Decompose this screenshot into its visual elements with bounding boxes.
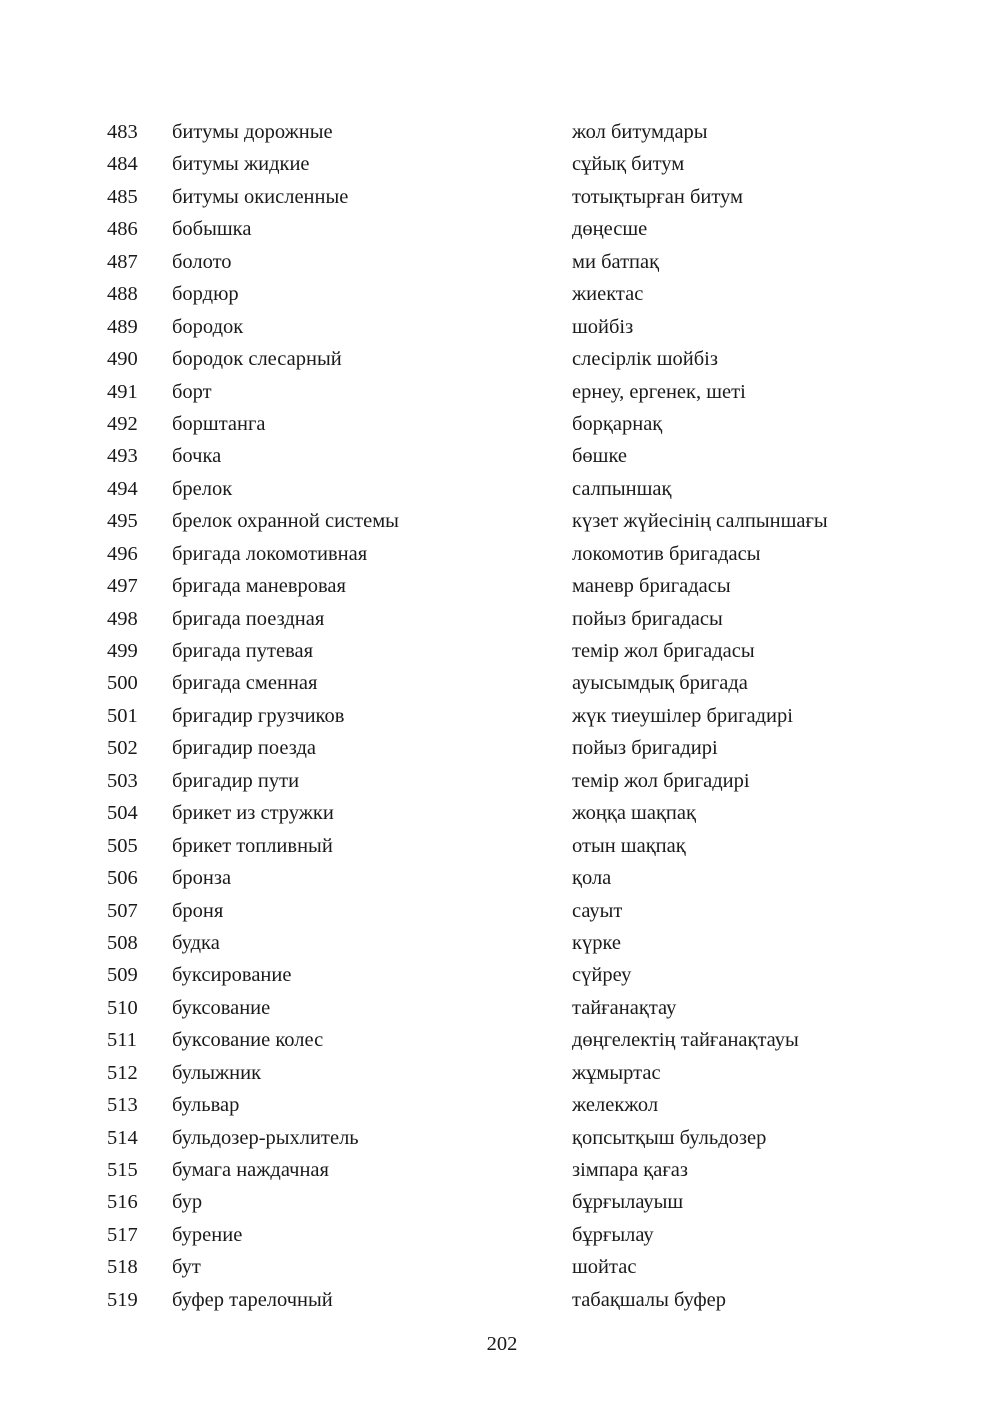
glossary-row xyxy=(0,732,1004,764)
glossary-row xyxy=(0,635,1004,667)
kazakh-term: ми батпақ xyxy=(572,250,660,273)
russian-term: буксирование xyxy=(172,964,292,987)
entry-number: 505 xyxy=(107,834,138,857)
glossary-row xyxy=(0,830,1004,862)
kazakh-term: дөңгелектің тайғанақтауы xyxy=(572,1029,799,1052)
glossary-row xyxy=(0,116,1004,148)
entry-number: 512 xyxy=(107,1061,138,1084)
russian-term: бородок слесарный xyxy=(172,348,342,371)
entry-number: 506 xyxy=(107,867,138,890)
glossary-row xyxy=(0,862,1004,894)
entry-number: 507 xyxy=(107,899,138,922)
entry-number: 501 xyxy=(107,704,138,727)
kazakh-term: темір жол бригадирі xyxy=(572,769,750,792)
kazakh-term: жұмыртас xyxy=(572,1061,661,1084)
kazakh-term: желекжол xyxy=(572,1094,659,1117)
glossary-row xyxy=(0,440,1004,472)
russian-term: брикет из стружки xyxy=(172,802,334,825)
glossary-row xyxy=(0,213,1004,245)
kazakh-term: жүк тиеушілер бригадирі xyxy=(572,704,793,727)
glossary-row xyxy=(0,797,1004,829)
glossary-row xyxy=(0,700,1004,732)
kazakh-term: күзет жүйесінің салпыншағы xyxy=(572,510,828,533)
kazakh-term: шойбіз xyxy=(572,315,634,338)
glossary-row xyxy=(0,570,1004,602)
russian-term: бригада сменная xyxy=(172,672,318,695)
entry-number: 502 xyxy=(107,737,138,760)
entry-number: 487 xyxy=(107,250,138,273)
russian-term: брелок охранной системы xyxy=(172,510,399,533)
kazakh-term: тотықтырған битум xyxy=(572,185,743,208)
russian-term: бут xyxy=(172,1256,201,1279)
glossary-row xyxy=(0,927,1004,959)
glossary-row xyxy=(0,1089,1004,1121)
entry-number: 503 xyxy=(107,769,138,792)
glossary-row xyxy=(0,1186,1004,1218)
russian-term: бобышка xyxy=(172,218,252,241)
kazakh-term: дөңесше xyxy=(572,218,648,241)
glossary-row xyxy=(0,1284,1004,1316)
glossary-row xyxy=(0,181,1004,213)
entry-number: 493 xyxy=(107,445,138,468)
glossary-list xyxy=(0,116,1004,1316)
russian-term: борштанга xyxy=(172,412,266,435)
russian-term: битумы жидкие xyxy=(172,153,310,176)
entry-number: 515 xyxy=(107,1159,138,1181)
glossary-row xyxy=(0,603,1004,635)
glossary-row xyxy=(0,1219,1004,1251)
russian-term: бумага наждачная xyxy=(172,1159,329,1181)
russian-term: буфер тарелочный xyxy=(172,1288,333,1311)
kazakh-term: салпыншақ xyxy=(572,477,672,500)
entry-number: 509 xyxy=(107,964,138,987)
russian-term: битумы окисленные xyxy=(172,185,349,208)
glossary-row xyxy=(0,505,1004,537)
russian-term: бордюр xyxy=(172,283,239,306)
russian-term: бородок xyxy=(172,315,244,338)
entry-number: 504 xyxy=(107,802,138,825)
entry-number: 499 xyxy=(107,640,138,662)
entry-number: 490 xyxy=(107,348,138,371)
entry-number: 494 xyxy=(107,477,138,500)
kazakh-term: жол битумдары xyxy=(572,121,708,143)
russian-term: бригада путевая xyxy=(172,640,314,662)
entry-number: 483 xyxy=(107,121,138,143)
kazakh-term: борқарнақ xyxy=(572,412,663,435)
kazakh-term: табақшалы буфер xyxy=(572,1288,727,1311)
glossary-row xyxy=(0,1024,1004,1056)
entry-number: 517 xyxy=(107,1223,138,1246)
glossary-row xyxy=(0,278,1004,310)
kazakh-term: зімпара қағаз xyxy=(572,1159,688,1181)
entry-number: 514 xyxy=(107,1126,138,1149)
russian-term: бригада поездная xyxy=(172,607,325,630)
entry-number: 485 xyxy=(107,185,138,208)
entry-number: 484 xyxy=(107,153,138,176)
entry-number: 498 xyxy=(107,607,138,630)
kazakh-term: ауысымдық бригада xyxy=(572,672,748,695)
glossary-row xyxy=(0,376,1004,408)
glossary-row xyxy=(0,538,1004,570)
russian-term: борт xyxy=(172,380,212,403)
glossary-row xyxy=(0,895,1004,927)
entry-number: 495 xyxy=(107,510,138,533)
russian-term: бульвар xyxy=(172,1094,240,1117)
glossary-row xyxy=(0,765,1004,797)
entry-number: 516 xyxy=(107,1191,138,1214)
glossary-row xyxy=(0,311,1004,343)
entry-number: 519 xyxy=(107,1288,138,1311)
kazakh-term: сұйық битум xyxy=(572,153,685,176)
russian-term: бригадир поезда xyxy=(172,737,317,760)
russian-term: болото xyxy=(172,250,232,273)
entry-number: 496 xyxy=(107,542,138,565)
russian-term: битумы дорожные xyxy=(172,121,333,143)
russian-term: бригадир пути xyxy=(172,769,300,792)
kazakh-term: шойтас xyxy=(572,1256,637,1279)
glossary-row xyxy=(0,1251,1004,1283)
glossary-row xyxy=(0,1122,1004,1154)
kazakh-term: бұрғылау xyxy=(572,1223,654,1246)
kazakh-term: слесірлік шойбіз xyxy=(572,348,718,371)
russian-term: брелок xyxy=(172,477,233,500)
glossary-row xyxy=(0,992,1004,1024)
glossary-row xyxy=(0,408,1004,440)
glossary-row xyxy=(0,1154,1004,1186)
kazakh-term: қола xyxy=(572,867,612,890)
russian-term: бульдозер-рыхлитель xyxy=(172,1126,359,1149)
kazakh-term: жоңқа шақпақ xyxy=(572,802,696,825)
kazakh-term: сауыт xyxy=(572,899,623,922)
kazakh-term: тайғанақтау xyxy=(572,996,677,1019)
kazakh-term: ернеу, ергенек, шеті xyxy=(572,380,746,403)
russian-term: буксование xyxy=(172,996,271,1019)
russian-term: броня xyxy=(172,899,224,922)
russian-term: буксование колес xyxy=(172,1029,324,1052)
kazakh-term: сүйреу xyxy=(572,964,632,987)
entry-number: 486 xyxy=(107,218,138,241)
glossary-row xyxy=(0,148,1004,180)
entry-number: 511 xyxy=(107,1029,137,1052)
entry-number: 489 xyxy=(107,315,138,338)
russian-term: бурение xyxy=(172,1223,243,1246)
russian-term: брикет топливный xyxy=(172,834,333,857)
russian-term: бур xyxy=(172,1191,203,1214)
russian-term: бригада маневровая xyxy=(172,575,346,598)
russian-term: бригада локомотивная xyxy=(172,542,368,565)
entry-number: 518 xyxy=(107,1256,138,1279)
kazakh-term: қопсытқыш бульдозер xyxy=(572,1126,767,1149)
kazakh-term: бұрғылауыш xyxy=(572,1191,684,1214)
kazakh-term: маневр бригадасы xyxy=(572,575,731,598)
entry-number: 500 xyxy=(107,672,138,695)
russian-term: бронза xyxy=(172,867,232,890)
kazakh-term: пойыз бригадасы xyxy=(572,607,723,630)
russian-term: будка xyxy=(172,931,220,954)
entry-number: 491 xyxy=(107,380,138,403)
kazakh-term: жиектас xyxy=(572,283,644,306)
kazakh-term: темір жол бригадасы xyxy=(572,640,755,662)
glossary-row xyxy=(0,667,1004,699)
page-number: 202 xyxy=(486,1333,518,1355)
kazakh-term: отын шақпақ xyxy=(572,834,686,857)
glossary-row xyxy=(0,246,1004,278)
glossary-row xyxy=(0,473,1004,505)
russian-term: бригадир грузчиков xyxy=(172,704,345,727)
glossary-row xyxy=(0,959,1004,991)
kazakh-term: локомотив бригадасы xyxy=(572,542,761,565)
entry-number: 492 xyxy=(107,412,138,435)
entry-number: 513 xyxy=(107,1094,138,1117)
kazakh-term: күрке xyxy=(572,931,622,954)
kazakh-term: пойыз бригадирі xyxy=(572,737,718,760)
glossary-row xyxy=(0,343,1004,375)
russian-term: бочка xyxy=(172,445,222,468)
glossary-row xyxy=(0,1057,1004,1089)
entry-number: 510 xyxy=(107,996,138,1019)
entry-number: 497 xyxy=(107,575,138,598)
kazakh-term: бөшке xyxy=(572,445,628,468)
entry-number: 508 xyxy=(107,931,138,954)
russian-term: булыжник xyxy=(172,1061,262,1084)
entry-number: 488 xyxy=(107,283,138,306)
